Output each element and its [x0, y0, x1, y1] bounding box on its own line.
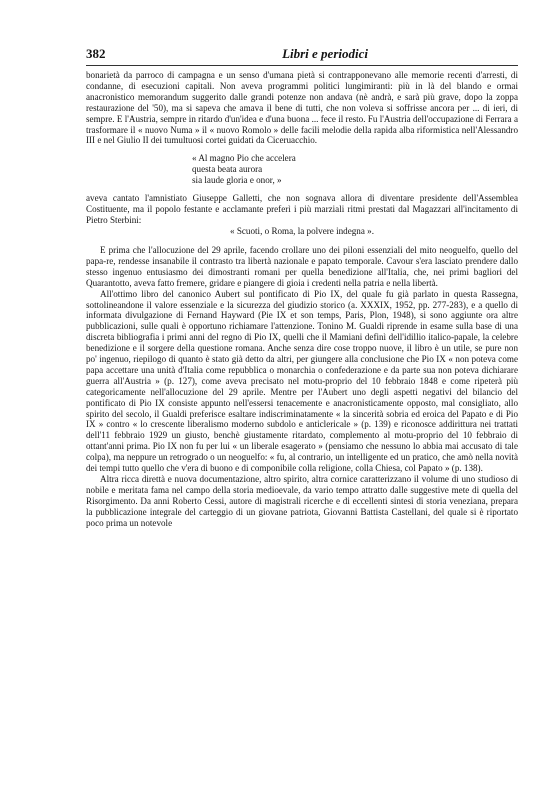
paragraph-5: Altra ricca direttà e nuova documentazione, altro spirito, altra cornice caratterizzano il volume di uno studioso di nobile e meritata fama nel campo della storia medioevale, da vario tempo attratto dalle suggestive mete di quella del Risorgimento. Da anni Roberto Cessi, autore di magistrali ricerche e di eccellenti sintesi di storia veneziana, prepara la pubblicazione integrale del carteggio di un giovane patriota, Giovanni Battista Castellani, del quale si è riportato poco prima un notevole [86, 474, 518, 528]
verse-line-3: sia laude gloria e onor, » [192, 175, 282, 186]
verse-line-2: questa beata aurora [192, 164, 263, 175]
body-text [86, 70, 518, 529]
paragraph-4: All'ottimo libro del canonico Aubert sul pontificato di Pio IX, del quale fu già parlato in questa Rassegna, sottolineandone il valore essenziale e la sicurezza del giudizio storico (a. XXXIX, 1952, pp. 277-283), e a quello di informata divulgazione di Fernand Hayward (Pie IX et son temps, Paris, Plon, 1948), si sono aggiunte ora altre pubblicazioni, sulle quali è opportuno richiamare l'attenzione. Tonino M. Gualdi riprende in esame sulla base di una discreta bibliografia i primi anni del regno di Pio IX, quelli che il Mamiani definì dell'idillio italico-papale, la celebre benedizione e il sorgere della questione romana. Anche senza dire cose troppo nuove, il libro è un utile, se pure non po' ingenuo, riepilogo di quanto è stato già detto da altri, per giungere alla conclusione che Pio IX « non poteva come papa accettare una unità d'Italia come repubblica o monarchia o confederazione e da parte sua non poteva dichiarare guerra all'Austria » (p. 127), come aveva precisato nel motu-proprio del 10 febbraio 1848 e come ripeterà più categoricamente nell'allocuzione del 29 aprile. Mentre per l'Aubert uno degli aspetti negativi del bilancio del pontificato di Pio IX consiste appunto nell'essersi tenacemente e anacronisticamente opposto, mal consigliato, allo spirito del secolo, il Gualdi preferisce esaltare indiscriminatamente « la sincerità sobria ed eroica del Papato e di Pio IX » contro « lo crescente liberalismo moderno subdolo e anticlericale » (p. 139) e riconosce addirittura nei trattati dell'11 febbraio 1929 un giusto, benchè giustamente ritardato, complemento al motu-proprio del 10 febbraio di ottant'anni prima. Pio IX non fu per lui « un liberale esagerato » (pensiamo che nessuno lo abbia mai accusato di tale colpa), ma neppure un retrogrado o un neoguelfo: « fu, al contrario, un intelligente ed un pratico, che amò nella novità dei tempi tutto quello che v'era di buono e di componibile colla religione, colla Chiesa, col Papato » (p. 138). [86, 288, 518, 474]
page-header [86, 46, 518, 66]
running-title: Libri e periodici [282, 46, 368, 61]
paragraph-1: bonarietà da parroco di campagna e un senso d'umana pietà si contrapponevano alle memorie recenti d'arresti, di condanne, di esecuzioni capitali. Non aveva programmi politici lungimiranti: più in là del blando e ormai anacronistico memorandum suggerito dalle grandi potenze non andava (nè andrà, e sarà più grave, dopo la zoppa restaurazione del '50), ma si sapeva che amava il bene di tutti, che non voleva si soffrisse ancora per ... di ieri, di sempre. E l'Austria, sempre in ritardo d'un'idea e d'una buona ... fece il resto. Fu l'Austria dell'occupazione di Ferrara a trasformare il « nuovo Numa » il « nuovo Romolo » delle facili melodie della rapida alba riformistica nell'Alessandro III e nel Giulio II dei tumultuosi cortei guidati da Ciceruacchio. [86, 70, 518, 146]
verse-line-1: « Al magno Pio che accelera [192, 153, 296, 164]
paragraph-3: E prima che l'allocuzione del 29 aprile, facendo crollare uno dei piloni essenziali del mito neoguelfo, quello del papa-re, rendesse insanabile il contrasto tra libertà nazionale e papato temporale. Cavour s'era lasciato prendere dallo stesso ingenuo entusiasmo dei dimostranti romani per quella benedizione all'Italia, che, nei primi bagliori del Quarantotto, aveva fatto fremere, gridare e piangere di gioia i credenti nella patria e nella libertà. [86, 244, 518, 288]
paragraph-2: aveva cantato l'amnistiato Giuseppe Galletti, che non sognava allora di diventare presidente dell'Assemblea Costituente, ma il popolo festante e acclamante preferì i più marziali ritmi prestati dal Magazzari all'incitamento di Pietro Sterbini: [86, 193, 518, 226]
centered-quote: « Scuoti, o Roma, la polvere indegna ». [230, 226, 374, 237]
verse-quote [192, 153, 518, 186]
page-number: 382 [86, 46, 106, 61]
